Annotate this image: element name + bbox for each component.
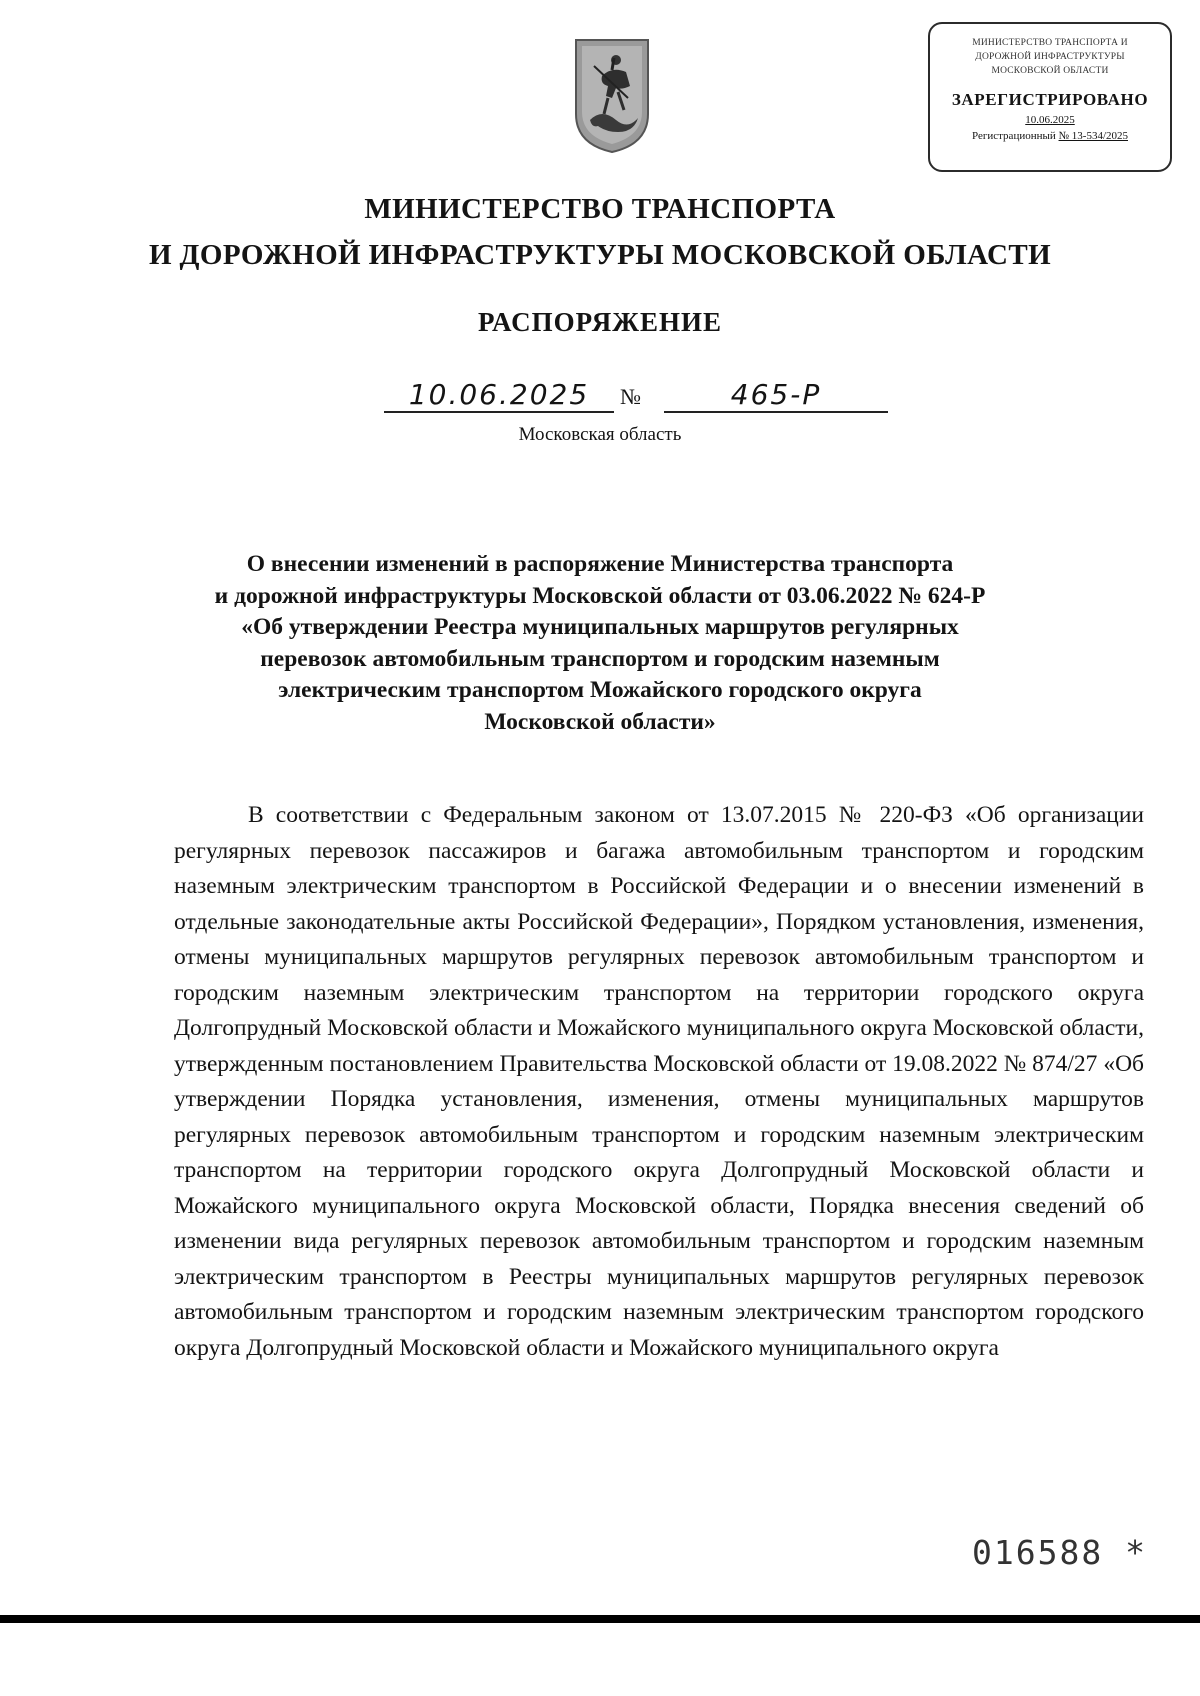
stamp-org-line-1: МИНИСТЕРСТВО ТРАНСПОРТА И [972,38,1128,48]
stamp-reg-number [930,130,1170,142]
stamp-reg-value: № 13-534/2025 [1058,130,1128,142]
handwritten-number: 465-Р [730,378,822,411]
registration-stamp [928,22,1172,172]
place-of-issue: Московская область [518,424,682,445]
subject-line-5: электрическим транспортом Можайского городского округа [278,677,922,703]
date-number-line [0,378,1200,414]
stamp-org-line-3: МОСКОВСКОЙ ОБЛАСТИ [991,66,1109,76]
subject-line-2: и дорожной инфраструктуры Московской области от 03.06.2022 № 624-Р [214,582,986,609]
number-sign: № [620,384,641,409]
page-bottom-edge [0,1615,1200,1623]
subject-line-6: Московской области» [484,708,716,735]
subject-line-1: О внесении изменений в распоряжение Министерства транспорта [246,551,954,577]
handwritten-date: 10.06.2025 [408,378,590,411]
coat-of-arms-icon [572,36,652,156]
document-serial-number: 016588 * [972,1533,1147,1572]
ministry-line-1: МИНИСТЕРСТВО ТРАНСПОРТА [364,193,836,225]
stamp-reg-label: Регистрационный [971,130,1056,142]
document-type: РАСПОРЯЖЕНИЕ [477,307,723,337]
ministry-name [100,186,1100,278]
document-subject [150,549,1050,738]
subject-line-4: перевозок автомобильным транспортом и городским наземным [260,645,940,672]
subject-line-3: «Об утверждении Реестра муниципальных маршрутов регулярных [241,614,959,640]
date-underline [384,411,614,413]
stamp-org-line-2: ДОРОЖНОЙ ИНФРАСТРУКТУРЫ [975,52,1125,62]
number-underline [664,411,888,413]
body-paragraph: В соответствии с Федеральным законом от 13.07.2015 № 220-ФЗ «Об организации регулярных перевозок пассажиров и багажа автомобильным транспортом и городским наземным электрическим транспортом в Российской Федерации и о внесении изменений в отдельные законодательные акты Российской Федерации», Порядком установления, изменения, отмены муниципальных маршрутов регулярных перевозок автомобильным транспортом и городским наземным электрическим транспортом на территории городского округа Долгопрудный Московской области и Можайского муниципального округа Московской области, утвержденным постановлением Правительства Московской области от 19.08.2022 № 874/27 «Об утверждении Порядка установления, изменения, отмены муниципальных маршрутов регулярных перевозок автомобильным транспортом и городским наземным электрическим транспортом на территории городского округа Долгопрудный Московской области и Можайского муниципального округа Московской области, Порядка внесения сведений об изменении вида регулярных перевозок автомобильным транспортом и городским наземным электрическим транспортом в Реестры муниципальных маршрутов регулярных перевозок автомобильным транспортом и городским наземным электрическим транспортом городского округа Долгопрудный Московской области и Можайского муниципального округа [174,802,1144,1361]
stamp-status: ЗАРЕГИСТРИРОВАНО [951,90,1149,109]
stamp-date: 10.06.2025 [1025,114,1075,126]
ministry-line-2: И ДОРОЖНОЙ ИНФРАСТРУКТУРЫ МОСКОВСКОЙ ОБЛАСТИ [148,239,1052,271]
